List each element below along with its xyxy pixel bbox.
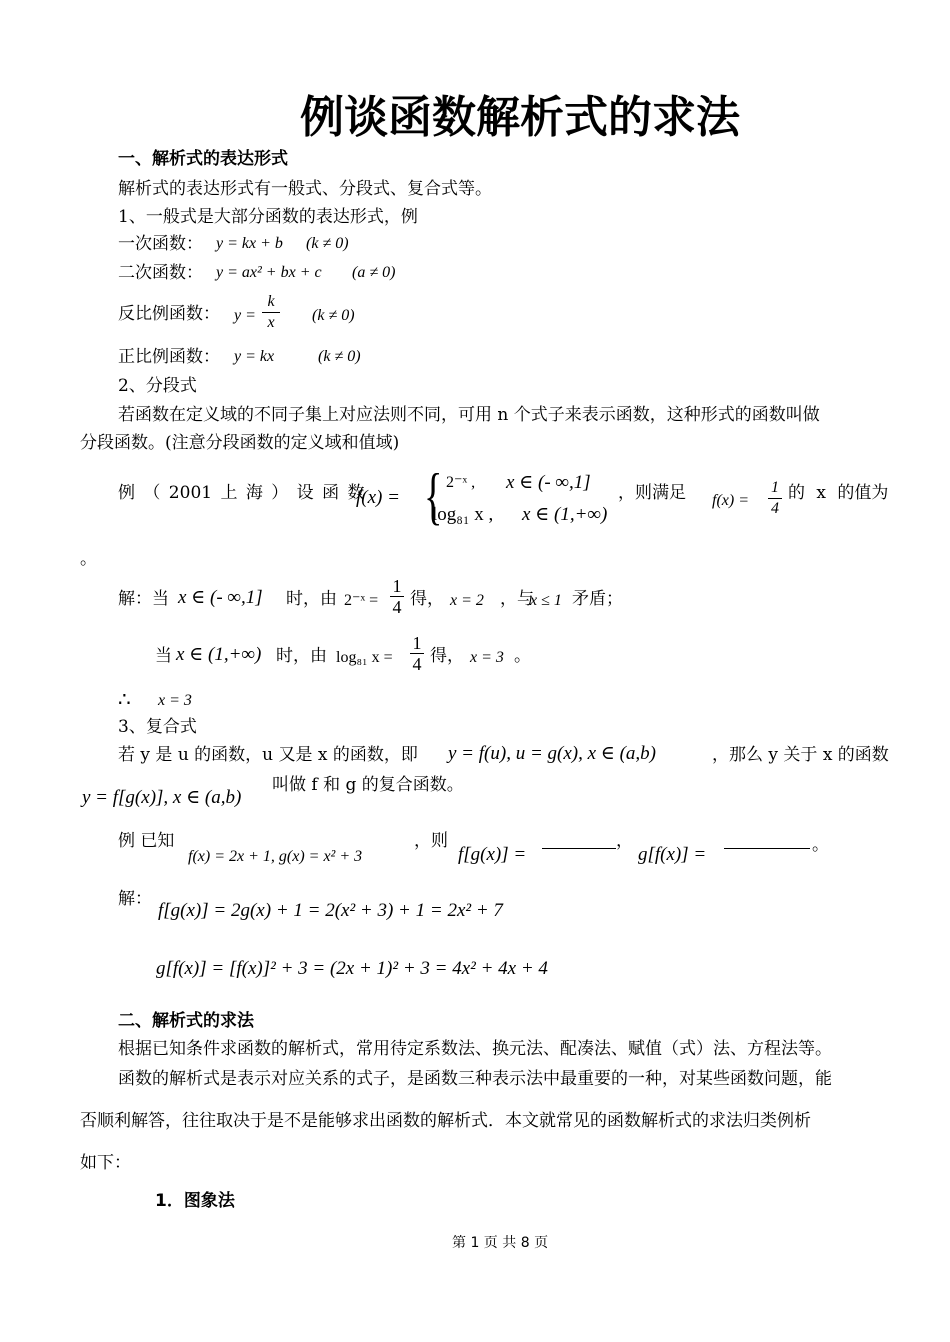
analysis-text-3: 如下： <box>80 1153 131 1173</box>
intro-text: 解析式的表达形式有一般式、分段式、复合式等。 <box>118 179 492 199</box>
example1-suffix: 的 x 的值为 <box>788 483 889 503</box>
example1-prefix: 例 （ 2001 上 海 ） 设 函 数 <box>118 483 365 503</box>
solution1-line2-result: x = 3 <box>470 649 504 666</box>
linear-label: 一次函数： <box>118 234 203 254</box>
example1-end: 。 <box>80 549 97 569</box>
quadratic-label: 二次函数： <box>118 263 203 283</box>
linear-condition: (k ≠ 0) <box>306 235 349 252</box>
solution1-line1-a: 解：当 <box>118 589 169 609</box>
solution1-line2-fraction <box>410 633 424 674</box>
analysis-text-1: 函数的解析式是表示对应关系的式子，是函数三种表示法中最重要的一种，对某些函数问题，能 <box>118 1069 832 1089</box>
example1-mid: ，则满足 <box>618 483 686 503</box>
solution1-line2-domain: x ∈ (1,+∞) <box>176 644 262 665</box>
solution1-line1-e: 矛盾； <box>572 589 623 609</box>
solution1-line2-a: 当 <box>155 646 172 666</box>
solution1-line2-eq: log₈₁ x = <box>336 649 393 666</box>
inverse-denominator: x <box>267 314 275 331</box>
solution1-line2-denominator: 4 <box>412 654 422 674</box>
section-heading-1: 一、解析式的表达形式 <box>118 149 288 169</box>
inverse-fraction <box>262 292 280 333</box>
example1-case2-expr: log₈₁ x , <box>432 504 494 525</box>
composite-desc-1-formula: y = f(u), u = g(x), x ∈ (a,b) <box>448 743 656 764</box>
example1-case1-domain: x ∈ (- ∞,1] <box>506 472 591 493</box>
direct-formula: y = kx <box>234 348 275 365</box>
example1-case2-domain: x ∈ (1,+∞) <box>522 504 608 525</box>
solution1-line1-inequality: x ≤ 1 <box>530 592 562 609</box>
quadratic-formula: y = ax² + bx + c <box>216 264 322 281</box>
inverse-label: 反比例函数： <box>118 304 220 324</box>
example1-cond-lhs: f(x) = <box>712 492 749 509</box>
solution1-line1-denominator: 4 <box>392 597 402 617</box>
solution1-line1-domain: x ∈ (- ∞,1] <box>178 587 263 608</box>
example1-cond-denominator: 4 <box>771 500 779 517</box>
example2-question-1: f[g(x)] = <box>458 844 527 865</box>
piecewise-heading: 2、分段式 <box>118 376 197 396</box>
solution1-line1-fraction <box>390 576 404 617</box>
solution2-line2: g[f(x)] = [f(x)]² + 3 = (2x + 1)² + 3 = 4x² + 4x + 4 <box>156 958 548 979</box>
method-1-heading: 1．图象法 <box>155 1191 235 1211</box>
piecewise-desc-1: 若函数在定义域的不同子集上对应法则不同，可用 n 个式子来表示函数，这种形式的函数叫做 <box>118 405 820 425</box>
inverse-numerator: k <box>267 293 275 310</box>
therefore-symbol: ∴ <box>118 687 131 711</box>
solution1-line2-c: 得， <box>430 646 464 666</box>
direct-label: 正比例函数： <box>118 347 220 367</box>
solution2-line1: f[g(x)] = 2g(x) + 1 = 2(x² + 3) + 1 = 2x² + 7 <box>158 900 503 921</box>
composite-heading: 3、复合式 <box>118 717 197 737</box>
solution1-line1-b: 时，由 <box>286 589 337 609</box>
quadratic-condition: (a ≠ 0) <box>352 264 396 281</box>
solution1-line1-eq: 2⁻ˣ = <box>344 592 379 609</box>
section-heading-2: 二、解析式的求法 <box>118 1011 254 1031</box>
example1-case1-expr: 2⁻ˣ , <box>446 474 476 491</box>
example1-lhs: f(x) = <box>356 487 400 508</box>
example2-end: 。 <box>812 835 829 855</box>
example2-then: ，则 <box>414 831 448 851</box>
left-brace: { <box>424 460 443 531</box>
page-footer: 第 1 页 共 8 页 <box>452 1235 549 1251</box>
composite-desc-2b: 叫做 f 和 g 的复合函数。 <box>272 775 464 795</box>
piecewise-desc-2: 分段函数。(注意分段函数的定义域和值域) <box>80 433 400 453</box>
page-title: 例谈函数解析式的求法 <box>300 92 740 143</box>
inverse-lhs: y = <box>234 307 256 324</box>
example1-cond-numerator: 1 <box>771 479 779 496</box>
example2-given: f(x) = 2x + 1, g(x) = x² + 3 <box>188 848 363 865</box>
analysis-text-2: 否顺利解答，往往取决于是不是能够求出函数的解析式．本文就常见的函数解析式的求法归类例析 <box>80 1111 811 1131</box>
example1-cond-fraction <box>768 478 782 519</box>
solution1-line1-d: ，与 <box>500 589 534 609</box>
solution1-line2-numerator: 1 <box>412 633 422 653</box>
solution1-answer: x = 3 <box>158 692 192 709</box>
solution1-line1-c: 得， <box>410 589 444 609</box>
solution2-label: 解： <box>118 889 152 909</box>
solution1-line1-numerator: 1 <box>392 576 402 596</box>
solution1-line2-d: 。 <box>514 646 531 666</box>
composite-desc-1a: 若 y 是 u 的函数，u 又是 x 的函数，即 <box>118 745 418 765</box>
composite-desc-2-formula: y = f[g(x)], x ∈ (a,b) <box>82 787 242 808</box>
example2-question-2: g[f(x)] = <box>638 844 707 865</box>
direct-condition: (k ≠ 0) <box>318 348 361 365</box>
linear-formula: y = kx + b <box>216 235 283 252</box>
solution1-line2-b: 时，由 <box>276 646 327 666</box>
composite-desc-1b: ，那么 y 关于 x 的函数 <box>712 745 889 765</box>
inverse-condition: (k ≠ 0) <box>312 307 355 324</box>
methods-text: 根据已知条件求函数的解析式，常用待定系数法、换元法、配凑法、赋值（式）法、方程法等。 <box>118 1039 832 1059</box>
general-form-text: 1、一般式是大部分函数的表达形式，例 <box>118 207 418 227</box>
solution1-line1-result: x = 2 <box>450 592 484 609</box>
example2-label: 例 已知 <box>118 831 175 851</box>
example2-comma: ， <box>616 831 633 851</box>
answer-blank-2 <box>724 848 810 849</box>
answer-blank-1 <box>542 848 616 849</box>
